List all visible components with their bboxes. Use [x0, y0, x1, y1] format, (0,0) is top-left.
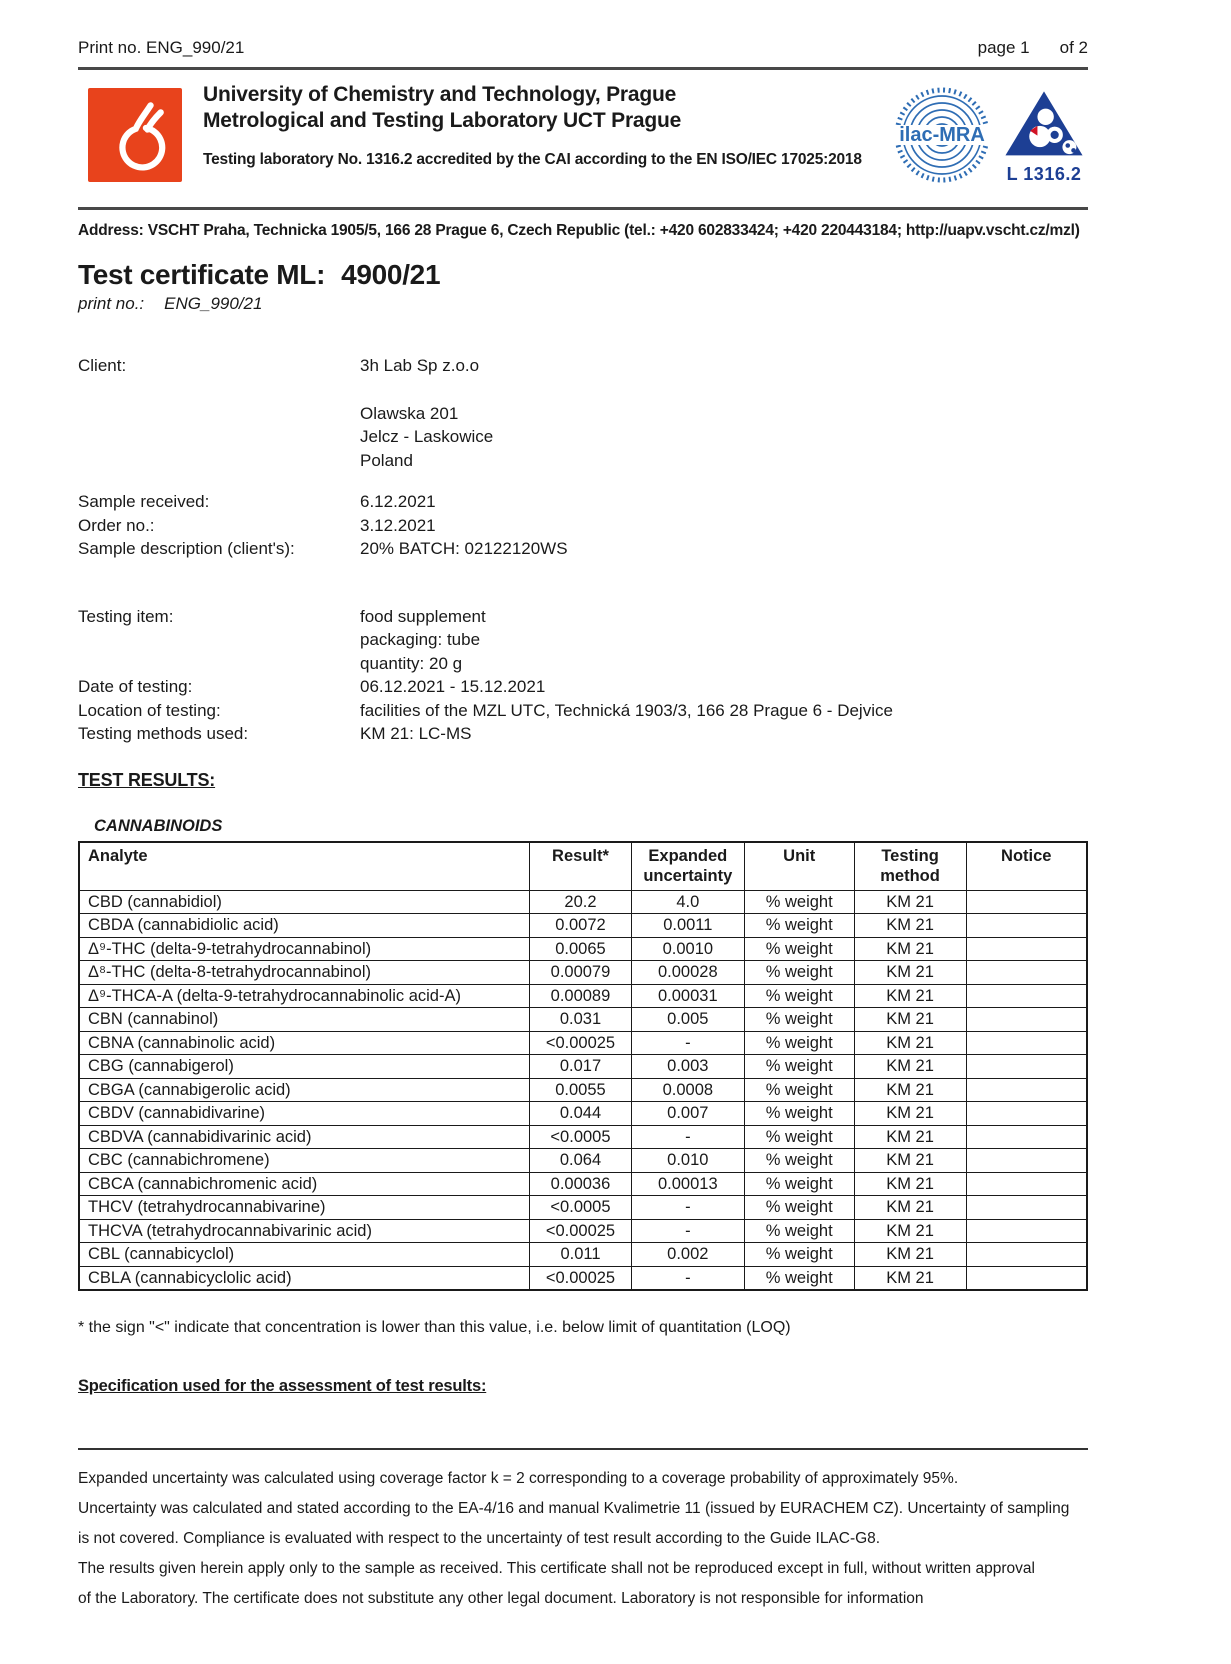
table-row [79, 1008, 1087, 1032]
client-label: Client: [78, 356, 127, 375]
analyte-cell: CBDA (cannabidiolic acid) [79, 914, 530, 938]
results-table [78, 841, 1088, 1292]
value-cell: KM 21 [854, 937, 966, 961]
value-cell: 0.0011 [631, 914, 744, 938]
value-cell: % weight [744, 890, 854, 914]
value-cell: 4.0 [631, 890, 744, 914]
value-cell: 0.005 [631, 1008, 744, 1032]
value-cell: % weight [744, 1266, 854, 1290]
field-label: Sample received: [78, 492, 210, 511]
table-row [79, 984, 1087, 1008]
table-row [79, 1125, 1087, 1149]
analyte-cell: CBDV (cannabidivarine) [79, 1102, 530, 1126]
field-label: Date of testing: [78, 677, 193, 696]
value-cell: % weight [744, 1196, 854, 1220]
value-cell: % weight [744, 1102, 854, 1126]
value-cell: <0.00025 [530, 1219, 632, 1243]
value-cell: KM 21 [854, 1266, 966, 1290]
legal-line: is not covered. Compliance is evaluated with respect to the uncertainty of test result according to the Guide ILAC-G8. [78, 1530, 881, 1547]
divider-footer [78, 1448, 1088, 1450]
value-cell: <0.00025 [530, 1031, 632, 1055]
value-cell: KM 21 [854, 890, 966, 914]
print-no-header: Print no. ENG_990/21 [78, 38, 245, 57]
value-cell [966, 961, 1087, 985]
column-header-analyte: Analyte [79, 842, 530, 891]
info-block [78, 354, 1088, 746]
analyte-cell: CBNA (cannabinolic acid) [79, 1031, 530, 1055]
sample-received-row [78, 490, 1088, 514]
page-number: page 1 [977, 38, 1030, 57]
field-label: Testing methods used: [78, 724, 249, 743]
value-cell: % weight [744, 961, 854, 985]
table-row [79, 890, 1087, 914]
value-cell [966, 1172, 1087, 1196]
value-cell: 0.00028 [631, 961, 744, 985]
value-cell: 0.002 [631, 1243, 744, 1267]
value-cell: <0.00025 [530, 1266, 632, 1290]
field-value: 20% BATCH: 02122120WS [360, 539, 568, 558]
analyte-cell: CBLA (cannabicyclolic acid) [79, 1266, 530, 1290]
value-cell: % weight [744, 1149, 854, 1173]
loq-footnote: * the sign "<" indicate that concentration is lower than this value, i.e. below limit of quantitation (LOQ) [78, 1319, 791, 1336]
table-row [79, 1055, 1087, 1079]
analyte-cell: CBCA (cannabichromenic acid) [79, 1172, 530, 1196]
value-cell: 0.017 [530, 1055, 632, 1079]
client-address-line: Jelcz - Laskowice [360, 427, 494, 446]
value-cell: 0.0072 [530, 914, 632, 938]
field-value: 06.12.2021 - 15.12.2021 [360, 677, 546, 696]
value-cell [966, 1125, 1087, 1149]
table-row [79, 1078, 1087, 1102]
field-label [78, 628, 360, 652]
quantity-row [78, 652, 1088, 676]
page-number-block [978, 38, 1088, 58]
value-cell: 0.007 [631, 1102, 744, 1126]
value-cell [966, 1196, 1087, 1220]
analyte-cell: CBC (cannabichromene) [79, 1149, 530, 1173]
location-of-testing-row [78, 699, 1088, 723]
legal-text [78, 1464, 1088, 1614]
value-cell: % weight [744, 984, 854, 1008]
value-cell: <0.0005 [530, 1196, 632, 1220]
legal-line: Uncertainty was calculated and stated according to the EA-4/16 and manual Kvalimetrie 11 (issued by EURACHEM CZ). Uncertainty of sampling [78, 1500, 1070, 1517]
value-cell: 0.010 [631, 1149, 744, 1173]
value-cell: - [631, 1196, 744, 1220]
testing-methods-row [78, 722, 1088, 746]
value-cell: 0.0008 [631, 1078, 744, 1102]
client-address-line: Olawska 201 [360, 403, 459, 423]
column-header-result: Result* [530, 842, 632, 891]
value-cell: - [631, 1031, 744, 1055]
results-table-body [79, 890, 1087, 1290]
value-cell: 0.00089 [530, 984, 632, 1008]
lab-address-line: Address: VSCHT Praha, Technicka 1905/5, 166 28 Prague 6, Czech Republic (tel.: +420 602833424; +420 220443184; http://uapv.vscht.cz/mzl) [78, 222, 1080, 239]
print-no-line [78, 294, 1088, 314]
value-cell: % weight [744, 914, 854, 938]
client-row [78, 354, 1088, 378]
page-count: of 2 [1059, 38, 1088, 57]
field-label [78, 652, 360, 676]
value-cell: <0.0005 [530, 1125, 632, 1149]
value-cell: KM 21 [854, 1055, 966, 1079]
print-no-value: ENG_990/21 [164, 294, 263, 313]
value-cell: % weight [744, 1008, 854, 1032]
cai-logo-block [1000, 84, 1088, 185]
value-cell: KM 21 [854, 984, 966, 1008]
legal-line: The results given herein apply only to the sample as received. This certificate shall not be reproduced except in full, without written approval [78, 1560, 1035, 1577]
column-header-unit: Unit [744, 842, 854, 891]
value-cell: 0.044 [530, 1102, 632, 1126]
analyte-cell: Δ⁹-THCA-A (delta-9-tetrahydrocannabinolic acid-A) [79, 984, 530, 1008]
value-cell: - [631, 1125, 744, 1149]
divider-letterhead [78, 207, 1088, 210]
certificate-title [78, 259, 1088, 291]
accreditation-line: Testing laboratory No. 1316.2 accredited by the CAI according to the EN ISO/IEC 17025:2018 [203, 151, 862, 168]
field-value: packaging: tube [360, 630, 481, 649]
value-cell: % weight [744, 1172, 854, 1196]
value-cell: KM 21 [854, 1031, 966, 1055]
value-cell: KM 21 [854, 1172, 966, 1196]
value-cell: 0.0065 [530, 937, 632, 961]
accreditation-logos [892, 84, 1088, 186]
value-cell: 0.00036 [530, 1172, 632, 1196]
table-row [79, 961, 1087, 985]
value-cell: 0.00031 [631, 984, 744, 1008]
org-block [203, 82, 892, 169]
order-no-row [78, 514, 1088, 538]
value-cell: 0.00079 [530, 961, 632, 985]
value-cell: KM 21 [854, 1125, 966, 1149]
field-value: 6.12.2021 [360, 492, 436, 511]
ilac-mra-label: ilac-MRA [899, 124, 985, 146]
value-cell: KM 21 [854, 1078, 966, 1102]
cai-triangle-icon [1003, 88, 1085, 162]
value-cell: 0.031 [530, 1008, 632, 1032]
value-cell [966, 890, 1087, 914]
analyte-cell: Δ⁸-THC (delta-8-tetrahydrocannabinol) [79, 961, 530, 985]
value-cell: KM 21 [854, 1219, 966, 1243]
table-row [79, 1102, 1087, 1126]
page-top-row [78, 38, 1088, 58]
value-cell [966, 1031, 1087, 1055]
certificate-number: 4900/21 [341, 259, 441, 290]
letterhead [78, 70, 1088, 198]
analyte-cell: THCVA (tetrahydrocannabivarinic acid) [79, 1219, 530, 1243]
field-value: facilities of the MZL UTC, Technická 1903/3, 166 28 Prague 6 - Dejvice [360, 700, 893, 720]
cannabinoids-group-title: CANNABINOIDS [94, 816, 223, 835]
value-cell [966, 1102, 1087, 1126]
uct-logo [88, 88, 182, 182]
value-cell: 0.00013 [631, 1172, 744, 1196]
value-cell: 0.064 [530, 1149, 632, 1173]
field-value: food supplement [360, 606, 486, 626]
value-cell: % weight [744, 1055, 854, 1079]
value-cell [966, 914, 1087, 938]
table-row [79, 1196, 1087, 1220]
value-cell: % weight [744, 1031, 854, 1055]
value-cell: KM 21 [854, 1243, 966, 1267]
value-cell: 0.011 [530, 1243, 632, 1267]
value-cell [966, 1078, 1087, 1102]
value-cell [966, 984, 1087, 1008]
value-cell [966, 937, 1087, 961]
value-cell [966, 1243, 1087, 1267]
value-cell: % weight [744, 1243, 854, 1267]
table-row [79, 1219, 1087, 1243]
header-row [79, 842, 1087, 891]
value-cell: 0.003 [631, 1055, 744, 1079]
field-label: Sample description (client's): [78, 539, 295, 558]
value-cell: KM 21 [854, 914, 966, 938]
field-label: Testing item: [78, 606, 174, 626]
sample-description-row [78, 537, 1088, 561]
test-results-heading: TEST RESULTS: [78, 769, 216, 790]
value-cell: KM 21 [854, 1102, 966, 1126]
flask-icon [96, 96, 174, 174]
table-row [79, 1031, 1087, 1055]
table-row [79, 1243, 1087, 1267]
value-cell: 0.0055 [530, 1078, 632, 1102]
analyte-cell: Δ⁹-THC (delta-9-tetrahydrocannabinol) [79, 937, 530, 961]
field-value: quantity: 20 g [360, 653, 463, 673]
testing-item-row [78, 605, 1088, 629]
analyte-cell: CBD (cannabidiol) [79, 890, 530, 914]
table-row [79, 1172, 1087, 1196]
field-value: KM 21: LC-MS [360, 724, 472, 743]
field-value: 3.12.2021 [360, 515, 436, 535]
value-cell [966, 1008, 1087, 1032]
value-cell: KM 21 [854, 1196, 966, 1220]
value-cell [966, 1055, 1087, 1079]
field-label: Order no.: [78, 515, 155, 535]
value-cell: KM 21 [854, 961, 966, 985]
value-cell [966, 1149, 1087, 1173]
value-cell [966, 1219, 1087, 1243]
date-of-testing-row [78, 675, 1088, 699]
analyte-cell: THCV (tetrahydrocannabivarine) [79, 1196, 530, 1220]
value-cell: - [631, 1219, 744, 1243]
client-address-line: Poland [360, 450, 413, 470]
table-row [79, 937, 1087, 961]
value-cell: % weight [744, 1078, 854, 1102]
analyte-cell: CBDVA (cannabidivarinic acid) [79, 1125, 530, 1149]
table-row [79, 1266, 1087, 1290]
org-name-line2: Metrological and Testing Laboratory UCT Prague [203, 109, 682, 132]
ilac-mra-icon [892, 84, 992, 186]
column-header-uncertainty: Expanded uncertainty [631, 842, 744, 891]
analyte-cell: CBGA (cannabigerolic acid) [79, 1078, 530, 1102]
certificate-title-label: Test certificate ML: [78, 259, 326, 290]
analyte-cell: CBL (cannabicyclol) [79, 1243, 530, 1267]
client-address-row [78, 402, 1088, 473]
packaging-row [78, 628, 1088, 652]
org-name-line1: University of Chemistry and Technology, Prague [203, 83, 677, 106]
column-header-notice: Notice [966, 842, 1087, 891]
value-cell: KM 21 [854, 1149, 966, 1173]
value-cell: % weight [744, 1125, 854, 1149]
client-name: 3h Lab Sp z.o.o [360, 356, 480, 375]
client-address [360, 402, 1088, 473]
column-header-method: Testing method [854, 842, 966, 891]
analyte-cell: CBG (cannabigerol) [79, 1055, 530, 1079]
value-cell: - [631, 1266, 744, 1290]
cai-accreditation-number: L 1316.2 [1006, 164, 1082, 184]
table-row [79, 914, 1087, 938]
value-cell: % weight [744, 937, 854, 961]
print-no-label: print no.: [78, 294, 145, 313]
value-cell: % weight [744, 1219, 854, 1243]
value-cell: 20.2 [530, 890, 632, 914]
value-cell: 0.0010 [631, 937, 744, 961]
legal-line: of the Laboratory. The certificate does not substitute any other legal document. Laboratory is not responsible for information [78, 1590, 924, 1607]
legal-line: Expanded uncertainty was calculated using coverage factor k = 2 corresponding to a coverage probability of approximately 95%. [78, 1470, 959, 1487]
table-row [79, 1149, 1087, 1173]
value-cell [966, 1266, 1087, 1290]
results-table-head [79, 842, 1087, 891]
value-cell: KM 21 [854, 1008, 966, 1032]
field-label: Location of testing: [78, 700, 221, 720]
analyte-cell: CBN (cannabinol) [79, 1008, 530, 1032]
specification-heading: Specification used for the assessment of test results: [78, 1377, 487, 1395]
